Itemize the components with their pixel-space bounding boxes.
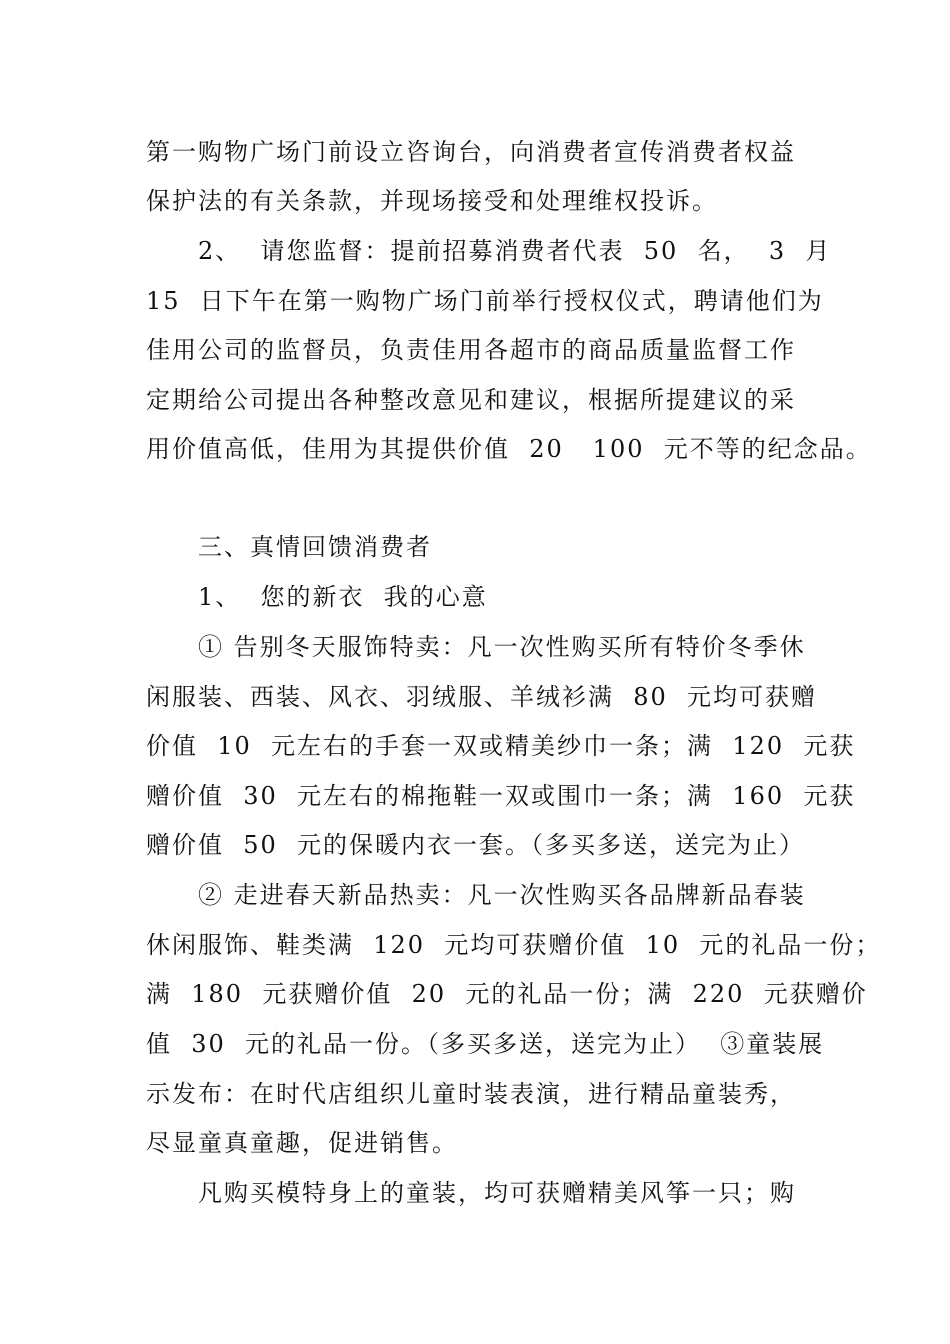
text-line: 值 30 元的礼品一份。（多买多送，送完为止） ③童装展 [146,1030,825,1058]
text-line: 用价值高低，佳用为其提供价值 20 100 元不等的纪念品。 [146,435,872,463]
text-line: 满 180 元获赠价值 20 元的礼品一份；满 220 元获赠价 [146,980,868,1008]
text-line: 闲服装、西装、风衣、羽绒服、羊绒衫满 80 元均可获赠 [146,683,818,711]
text-line: ① 告别冬天服饰特卖：凡一次性购买所有特价冬季休 [198,633,806,661]
text-line: 15 日下午在第一购物广场门前举行授权仪式，聘请他们为 [146,287,824,315]
text-line: 第一购物广场门前设立咨询台，向消费者宣传消费者权益 [146,138,796,166]
section-heading: 三、真情回馈消费者 [198,533,432,561]
text-line: 示发布：在时代店组织儿童时装表演，进行精品童装秀， [146,1080,796,1108]
text-line: 休闲服饰、鞋类满 120 元均可获赠价值 10 元的礼品一份； [146,931,882,959]
text-line: 定期给公司提出各种整改意见和建议，根据所提建议的采 [146,386,796,414]
subsection-heading: 1、 您的新衣 我的心意 [198,583,488,611]
text-line: 2、 请您监督：提前招募消费者代表 50 名， 3 月 [198,237,832,265]
text-line: 佳用公司的监督员，负责佳用各超市的商品质量监督工作 [146,336,796,364]
text-line: 赠价值 50 元的保暖内衣一套。（多买多送，送完为止） [146,831,806,859]
text-line: 保护法的有关条款，并现场接受和处理维权投诉。 [146,187,718,215]
text-line: 凡购买模特身上的童装，均可获赠精美风筝一只；购 [198,1179,796,1207]
text-line: 价值 10 元左右的手套一双或精美纱巾一条；满 120 元获 [146,732,856,760]
text-line: ② 走进春天新品热卖：凡一次性购买各品牌新品春装 [198,881,806,909]
text-line: 赠价值 30 元左右的棉拖鞋一双或围巾一条；满 160 元获 [146,782,856,810]
text-line: 尽显童真童趣，促进销售。 [146,1129,458,1157]
